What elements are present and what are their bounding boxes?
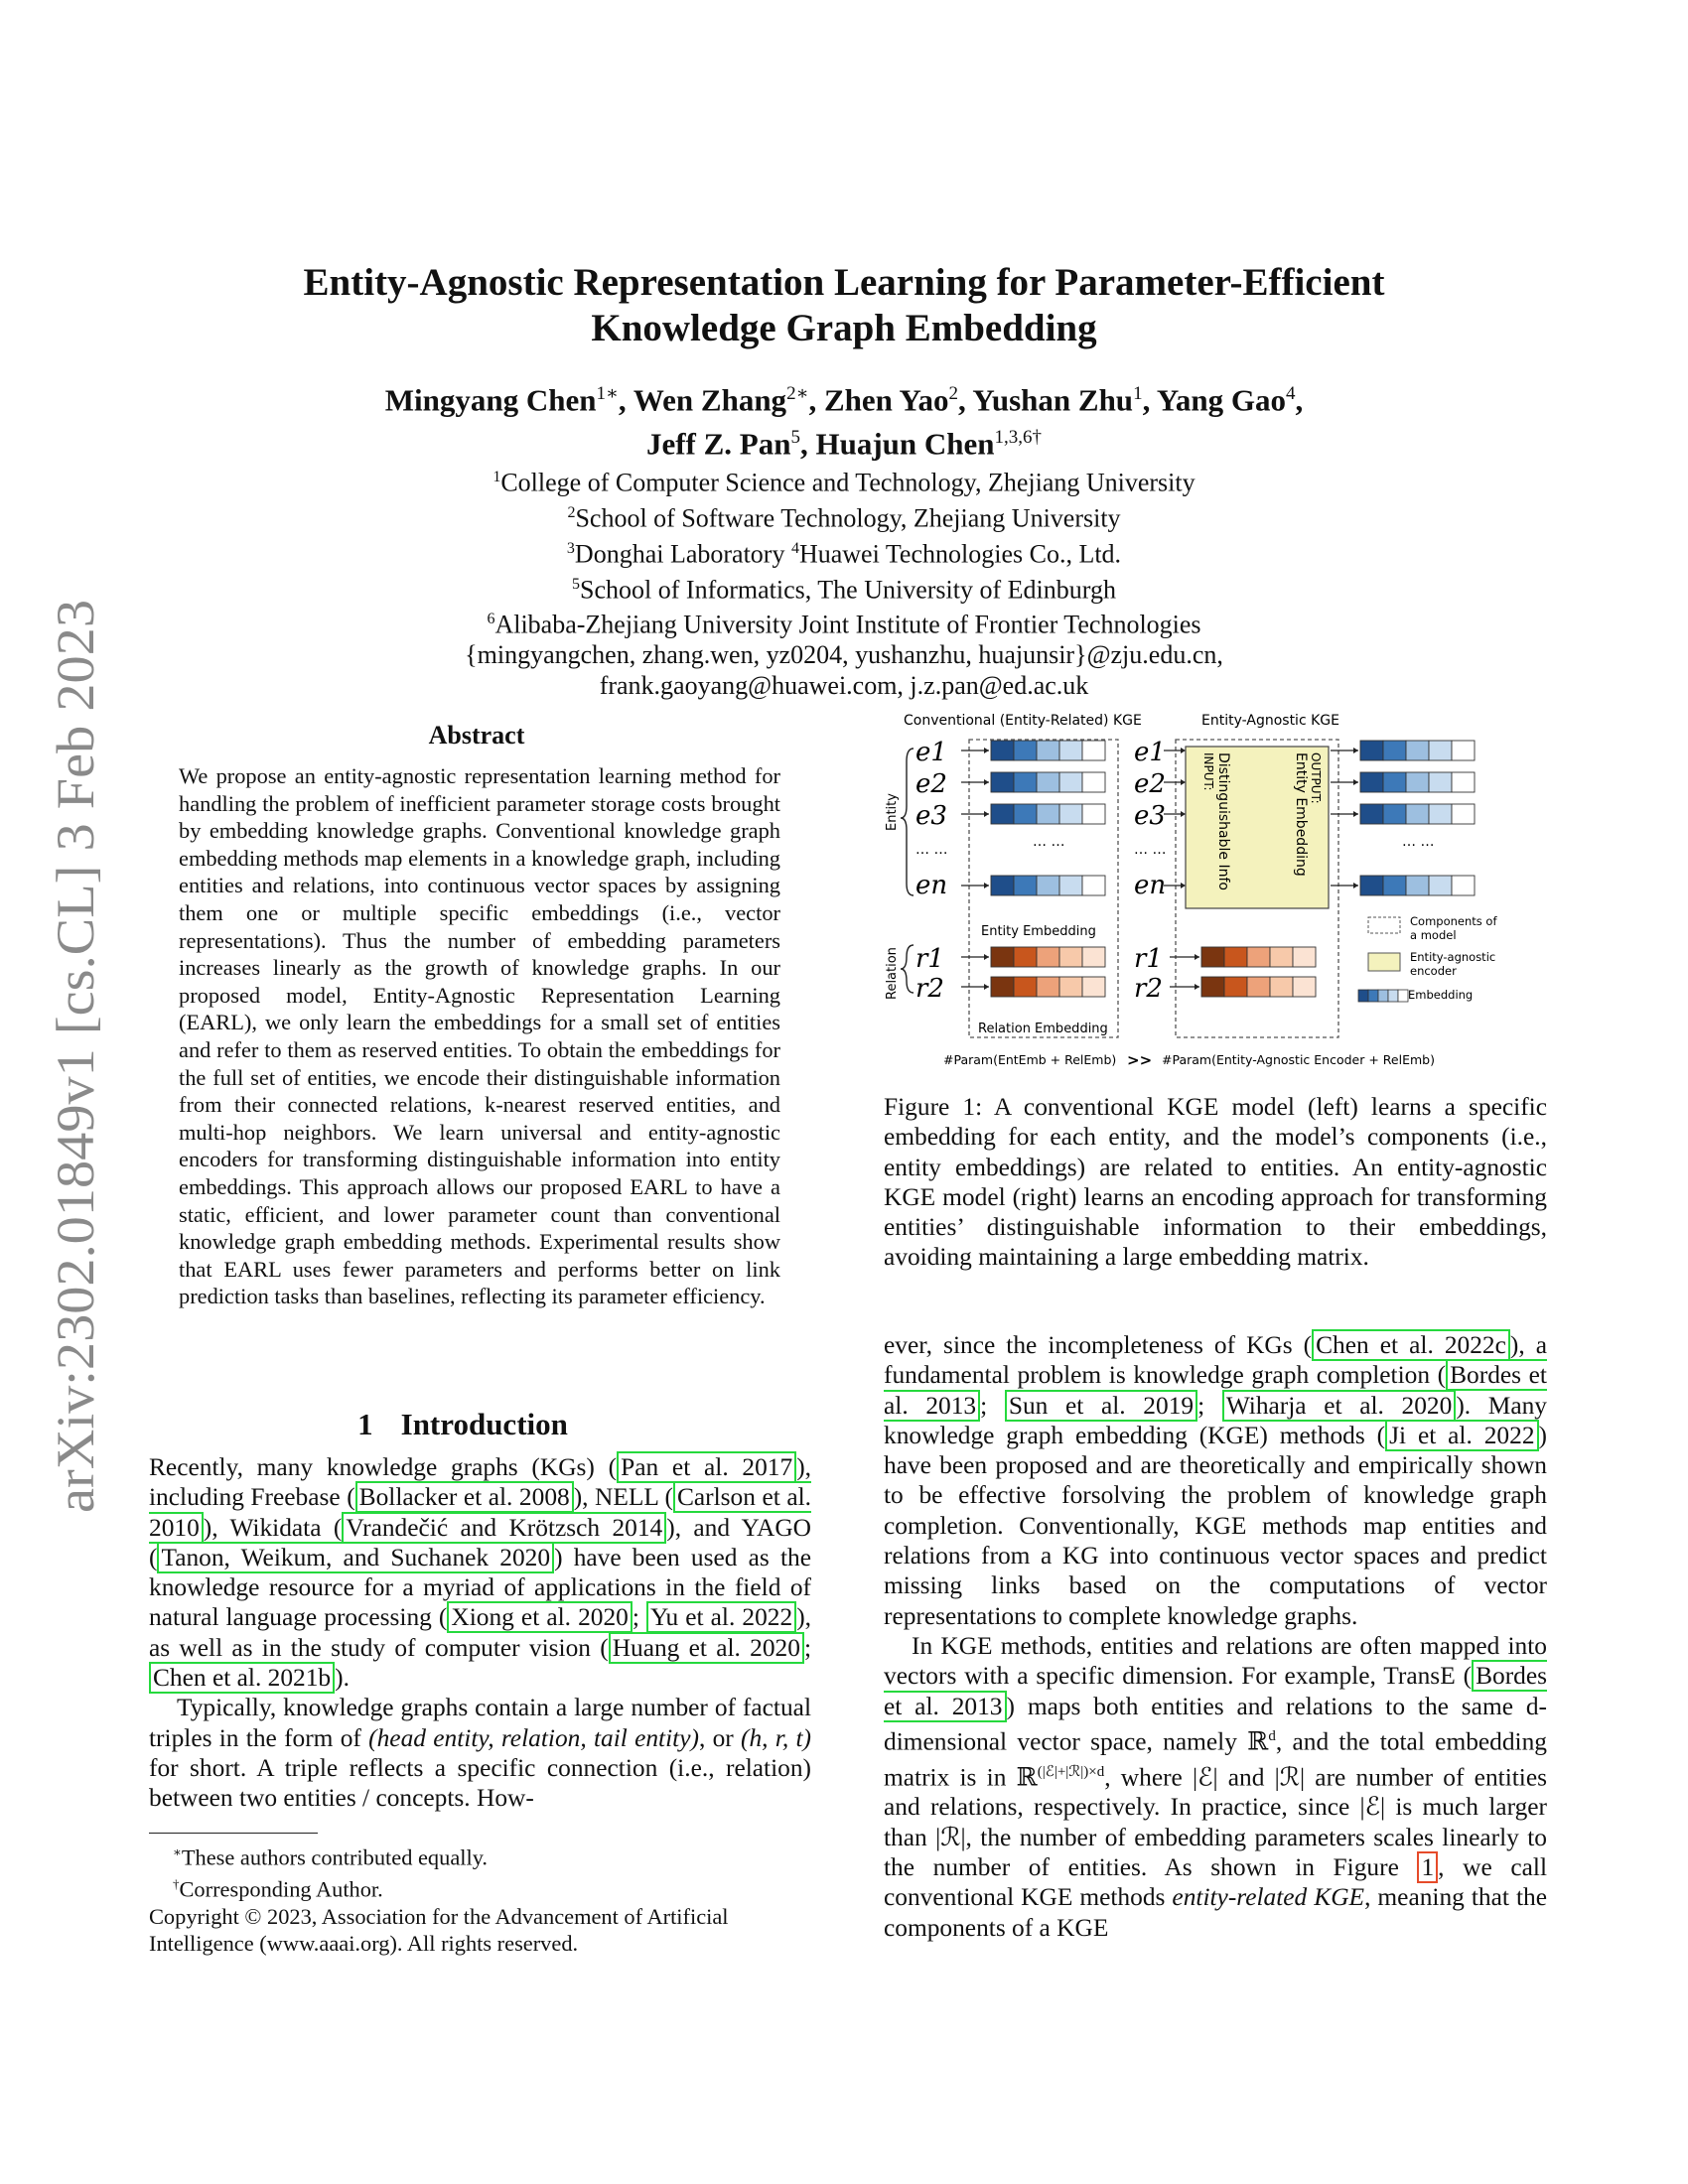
text-run-italic: (h, r, t) bbox=[741, 1723, 811, 1752]
legend-embedding-cell bbox=[1398, 990, 1408, 1002]
section-number: 1 bbox=[357, 1407, 373, 1441]
embedding-cell bbox=[1360, 741, 1383, 760]
text-run: ), NELL ( bbox=[573, 1483, 673, 1512]
embedding-cell bbox=[1059, 741, 1082, 760]
arrow-head bbox=[1195, 984, 1199, 990]
entity-label-en: en bbox=[915, 871, 948, 900]
param-right: #Param(Entity-Agnostic Encoder + RelEmb) bbox=[1162, 1052, 1435, 1067]
embedding-cell bbox=[991, 804, 1014, 824]
text-run: ), including Freebase ( bbox=[149, 1453, 812, 1512]
abstract-body: We propose an entity-agnostic representation learning method for handling the problem of inefficient parameter storage costs brought by embedding knowledge graphs. Conventional knowledge graph embedding methods map elements in a knowledge graph, including entities and relations, into continuous vector spaces by assigning them one or multiple specific embeddings (i.e., vector representations). Thus the number of embedding parameters increases linearly as the growth of knowledge graphs. In our proposed model, Entity-Agnostic Representation Learning (EARL), we only learn the embeddings for a small set of entities and refer to them as reserved entities. To obtain the embeddings for the full set of entities, we encode their distinguishable information from their connected relations, k-nearest reserved entities, and multi-hop neighbors. We learn universal and entity-agnostic encoders for transforming distinguishable information into entity embeddings. This approach allows our proposed EARL to have a static, efficient, and lower parameter count than conventional knowledge graph embedding methods. Experimental results show that EARL uses fewer parameters and performs better on link prediction tasks than baselines, reflecting its parameter efficiency. bbox=[179, 763, 780, 1309]
relation-embedding-row bbox=[1170, 977, 1316, 997]
ellipsis: … … bbox=[1033, 834, 1065, 850]
figure-reference-link[interactable]: 1 bbox=[1417, 1851, 1438, 1883]
arrow-head bbox=[1353, 883, 1358, 888]
footnote bbox=[149, 1839, 824, 1870]
arrow-head bbox=[984, 883, 989, 888]
arrow-head bbox=[1181, 883, 1186, 888]
legend-embedding-swatch bbox=[1358, 990, 1408, 1002]
paragraph bbox=[884, 1330, 1547, 1631]
embedding-cell bbox=[1059, 947, 1082, 967]
citation-link[interactable]: Bollacker et al. 2008 bbox=[355, 1481, 574, 1513]
embedding-cell bbox=[1406, 804, 1429, 824]
embedding-cell bbox=[1452, 741, 1475, 760]
entity-label-e2: e2 bbox=[915, 769, 947, 799]
citation-link[interactable]: Pan et al. 2017 bbox=[617, 1451, 796, 1483]
embedding-cell bbox=[1224, 977, 1247, 997]
entity-label-en: en bbox=[1134, 871, 1167, 900]
affiliation: School of Software Technology, Zhejiang University bbox=[575, 503, 1121, 533]
figure-caption: Figure 1: A conventional KGE model (left) learns a specific embedding for each entity, and the model’s components (i.e., entity embeddings) are related to entities. An entity-agnostic KGE model (right) learns an encoding approach for transforming entities’ distinguishable information to their embeddings, avoiding maintaining a large embedding matrix. bbox=[884, 1093, 1547, 1272]
section-heading-introduction bbox=[149, 1407, 804, 1442]
embedding-cell bbox=[1059, 977, 1082, 997]
embedding-cell bbox=[1082, 876, 1105, 895]
embedding-cell bbox=[1082, 804, 1105, 824]
text-run: , meaning that the components of a KGE bbox=[884, 1883, 1547, 1942]
entity-axis-label: Entity bbox=[885, 793, 900, 831]
relation-label-r1: r1 bbox=[915, 944, 944, 974]
text-run: ; bbox=[1197, 1391, 1222, 1420]
embedding-cell bbox=[1014, 772, 1037, 792]
title-line-2: Knowledge Graph Embedding bbox=[591, 307, 1097, 349]
affiliation: College of Computer Science and Technology, Zhejiang University bbox=[500, 468, 1196, 497]
encoder-input-text: Distinguishable Info bbox=[1215, 752, 1231, 890]
text-run: ) have been used as the knowledge resource for a myriad of applications in the field of natural language processing ( bbox=[149, 1543, 811, 1632]
encoder-output-text: Entity Embedding bbox=[1293, 752, 1309, 877]
embedding-cell bbox=[1082, 772, 1105, 792]
entity-embedding-row bbox=[1331, 804, 1475, 824]
author-name: Yang Gao bbox=[1156, 382, 1286, 418]
embedding-cell bbox=[1014, 804, 1037, 824]
text-run: ; bbox=[632, 1603, 646, 1632]
embedding-cell bbox=[1037, 977, 1059, 997]
arrow-head bbox=[1195, 954, 1199, 960]
relation-brace bbox=[901, 945, 914, 993]
entity-label-e1: e1 bbox=[915, 738, 947, 767]
citation-link[interactable]: Huang et al. 2020 bbox=[609, 1632, 804, 1664]
embedding-cell bbox=[1406, 741, 1429, 760]
text-run: ). bbox=[335, 1664, 350, 1693]
citation-link[interactable]: Bordes et al. 2013 bbox=[884, 1361, 1547, 1420]
citation-link[interactable]: Yu et al. 2022 bbox=[646, 1601, 796, 1633]
embedding-cell bbox=[1452, 876, 1475, 895]
legend-embedding-cell bbox=[1368, 990, 1378, 1002]
embedding-cell bbox=[1014, 947, 1037, 967]
entity-embedding-row bbox=[961, 804, 1105, 824]
citation-link[interactable]: Vrandečić and Krötzsch 2014 bbox=[342, 1512, 666, 1544]
footnote-rule bbox=[149, 1833, 318, 1834]
author-name: Mingyang Chen bbox=[384, 382, 597, 418]
embedding-cell bbox=[1270, 977, 1293, 997]
affil-sup: 6 bbox=[487, 611, 495, 628]
figure-1 bbox=[874, 707, 1529, 1074]
relation-label-r2: r2 bbox=[1134, 974, 1163, 1004]
affiliation: Alibaba-Zhejiang University Joint Institute of Frontier Technologies bbox=[494, 611, 1201, 640]
author-name: Zhen Yao bbox=[823, 382, 949, 418]
affil-sup: 5 bbox=[572, 575, 581, 593]
citation-link[interactable]: Tanon, Weikum, and Suchanek 2020 bbox=[157, 1542, 554, 1573]
text-run: ; bbox=[803, 1633, 811, 1662]
citation-link[interactable]: Chen et al. 2022c bbox=[1312, 1329, 1510, 1361]
encoder-output-label: OUTPUT: bbox=[1309, 752, 1323, 804]
section-title: Introduction bbox=[400, 1407, 568, 1441]
paper-title bbox=[149, 260, 1539, 351]
text-run: ), Wikidata ( bbox=[203, 1513, 343, 1542]
citation-link[interactable]: Bordes et al. 2013 bbox=[884, 1662, 1547, 1720]
embedding-cell bbox=[1037, 772, 1059, 792]
ellipsis: … … bbox=[1402, 834, 1435, 850]
relation-embedding-row bbox=[961, 947, 1105, 967]
embedding-cell bbox=[1059, 876, 1082, 895]
relation-label-r1: r1 bbox=[1134, 944, 1163, 974]
entity-embedding-row bbox=[961, 741, 1105, 760]
embedding-cell bbox=[1059, 804, 1082, 824]
math-sup: d bbox=[1268, 1727, 1276, 1744]
embedding-cell bbox=[1201, 977, 1224, 997]
text-run: ). Many knowledge graph embedding (KGE) methods ( bbox=[884, 1391, 1548, 1449]
author-sup: 4 bbox=[1285, 383, 1296, 404]
text-run: , or bbox=[698, 1723, 742, 1752]
author-list: Mingyang Chen$^{1∗}$, Wen Zhang$^{2∗}$, Zhen Yao$^2$, Yushan Zhu$^1$, Yang Gao$^4$, Jeff Z. Pan$^5$, Huajun Chen$^{1,3,6\dagger}$ bbox=[384, 382, 1304, 462]
embedding-cell bbox=[1429, 741, 1452, 760]
author-sup: 1 bbox=[1133, 383, 1143, 404]
arrow-head bbox=[984, 748, 989, 753]
footnote-mark: † bbox=[173, 1876, 180, 1892]
embedding-cell bbox=[1037, 741, 1059, 760]
text-run: In KGE methods, entities and relations are often mapped into vectors with a specific dimension. For example, TransE ( bbox=[884, 1631, 1547, 1691]
arrow-head bbox=[984, 811, 989, 817]
footnote-text: These authors contributed equally. bbox=[181, 1844, 489, 1870]
embedding-cell bbox=[1037, 876, 1059, 895]
legend-embedding-cell bbox=[1358, 990, 1368, 1002]
embedding-cell bbox=[991, 741, 1014, 760]
arrow-head bbox=[984, 779, 989, 785]
entity-embedding-row bbox=[1331, 876, 1475, 895]
text-run: ever, since the incompleteness of KGs ( bbox=[884, 1331, 1313, 1359]
citation-link[interactable]: Sun et al. 2019 bbox=[1005, 1390, 1197, 1422]
relation-axis-label: Relation bbox=[885, 947, 900, 1000]
embedding-cell bbox=[1247, 977, 1270, 997]
email-line: frank.gaoyang@huawei.com, j.z.pan@ed.ac.uk bbox=[599, 670, 1089, 700]
legend-components-swatch bbox=[1368, 917, 1400, 933]
arxiv-stamp bbox=[18, 596, 117, 1529]
author-sup: 1∗ bbox=[596, 383, 619, 404]
text-run: for short. A triple reflects a specific connection (i.e., relation) between two entities / concepts. How- bbox=[149, 1753, 811, 1813]
relation-embedding-row bbox=[961, 977, 1105, 997]
arrow-head bbox=[1181, 811, 1186, 817]
author-name: Yushan Zhu bbox=[972, 382, 1134, 418]
embedding-cell bbox=[991, 947, 1014, 967]
affiliation: Donghai Laboratory bbox=[574, 539, 791, 569]
text-run: Recently, many knowledge graphs (KGs) ( bbox=[149, 1453, 618, 1481]
email-line: {mingyangchen, zhang.wen, yz0204, yushanzhu, huajunsir}@zju.edu.cn, bbox=[465, 640, 1223, 670]
text-run-italic: (head entity, relation, tail entity) bbox=[368, 1723, 699, 1752]
entity-label-e2: e2 bbox=[1134, 769, 1166, 799]
footnotes bbox=[149, 1839, 824, 1957]
param-left: #Param(EntEmb + RelEmb) bbox=[943, 1052, 1117, 1067]
arrow-head bbox=[1353, 779, 1358, 785]
embedding-cell bbox=[1201, 947, 1224, 967]
arrow-head bbox=[1353, 748, 1358, 753]
author-name: Wen Zhang bbox=[633, 382, 787, 418]
relation-label-r2: r2 bbox=[915, 974, 944, 1004]
figure-title-right: Entity-Agnostic KGE bbox=[1201, 713, 1339, 729]
arrow-head bbox=[984, 954, 989, 960]
embedding-cell bbox=[1383, 772, 1406, 792]
text-run: ) have been proposed and are theoretically and empirically shown to be effective forsolving the problem of knowledge graph completion. Conventionally, KGE methods map entities and relations from a KG into continuous vector spaces and predict missing links based on the computations of vector representations to complete knowledge graphs. bbox=[884, 1421, 1547, 1630]
affil-sup: 1 bbox=[492, 469, 501, 485]
embedding-cell bbox=[1247, 947, 1270, 967]
abstract-heading: Abstract bbox=[428, 721, 525, 750]
author-sup: 2∗ bbox=[786, 383, 809, 404]
legend-label: Entity-agnostic bbox=[1410, 950, 1496, 964]
affil-sup: 4 bbox=[790, 539, 799, 557]
legend-embedding-cell bbox=[1388, 990, 1398, 1002]
embedding-cell bbox=[1383, 876, 1406, 895]
legend-label: Embedding bbox=[1408, 988, 1474, 1002]
text-run-italic: entity-related KGE bbox=[1172, 1883, 1365, 1912]
embedding-cell bbox=[1082, 947, 1105, 967]
legend-embedding-cell bbox=[1378, 990, 1388, 1002]
embedding-cell bbox=[1429, 876, 1452, 895]
embedding-cell bbox=[1406, 772, 1429, 792]
legend-encoder-swatch bbox=[1368, 953, 1400, 971]
figure-title-left: Conventional (Entity-Related) KGE bbox=[904, 713, 1142, 729]
arrow-head bbox=[1181, 748, 1186, 753]
footnote-text: Corresponding Author. bbox=[179, 1876, 383, 1902]
text-run: ) maps both entities and relations to the same d-dimensional vector space, namely ℝ bbox=[884, 1692, 1547, 1756]
param-comparison: >> bbox=[1127, 1051, 1153, 1069]
embedding-cell bbox=[1429, 772, 1452, 792]
relation-embedding-label: Relation Embedding bbox=[978, 1022, 1108, 1036]
right-column-body bbox=[884, 1330, 1547, 1943]
embedding-cell bbox=[1360, 772, 1383, 792]
paragraph bbox=[884, 1631, 1547, 1943]
embedding-cell bbox=[1383, 741, 1406, 760]
embedding-cell bbox=[1452, 804, 1475, 824]
arrow-head bbox=[984, 984, 989, 990]
entity-embedding-label: Entity Embedding bbox=[981, 924, 1096, 939]
paragraph bbox=[149, 1452, 811, 1693]
affiliation: School of Informatics, The University of Edinburgh bbox=[580, 575, 1116, 605]
embedding-cell bbox=[1383, 804, 1406, 824]
entity-embedding-row bbox=[961, 772, 1105, 792]
embedding-cell bbox=[1014, 876, 1037, 895]
citation-link[interactable]: Xiong et al. 2020 bbox=[447, 1601, 632, 1633]
embedding-cell bbox=[1224, 947, 1247, 967]
citation-link[interactable]: Chen et al. 2021b bbox=[149, 1662, 335, 1694]
author-name: Jeff Z. Pan bbox=[645, 426, 791, 462]
author-sup: 1,3,6† bbox=[994, 427, 1043, 449]
entity-label-e3: e3 bbox=[915, 801, 947, 831]
author-sup: 5 bbox=[790, 427, 800, 449]
embedding-cell bbox=[1360, 876, 1383, 895]
entity-label-e3: e3 bbox=[1134, 801, 1166, 831]
title-line-1: Entity-Agnostic Representation Learning for Parameter-Efficient bbox=[303, 261, 1385, 304]
entity-embedding-row bbox=[1331, 741, 1475, 760]
footnote bbox=[149, 1870, 824, 1902]
embedding-cell bbox=[1360, 804, 1383, 824]
embedding-cell bbox=[991, 977, 1014, 997]
introduction-body bbox=[149, 1452, 811, 1814]
paragraph bbox=[149, 1693, 811, 1813]
citation-link[interactable]: Ji et al. 2022 bbox=[1385, 1420, 1538, 1451]
embedding-cell bbox=[1014, 977, 1037, 997]
embedding-cell bbox=[1270, 947, 1293, 967]
encoder-input-label: INPUT: bbox=[1201, 752, 1215, 791]
embedding-cell bbox=[1014, 741, 1037, 760]
embedding-cell bbox=[1452, 772, 1475, 792]
text-run: ), a fundamental problem is knowledge graph completion ( bbox=[884, 1331, 1547, 1390]
legend-label: Components of bbox=[1410, 914, 1497, 928]
affil-sup: 2 bbox=[567, 503, 576, 521]
ellipsis: … … bbox=[915, 842, 948, 858]
legend-label: encoder bbox=[1410, 964, 1457, 978]
text-run: , and the total embedding matrix is in ℝ bbox=[884, 1727, 1547, 1792]
text-run: , where |ℰ| and |ℛ| are number of entities and relations, respectively. In practice, since |ℰ| is much larger than |ℛ|, the number of embedding parameters scales linearly to the number of entities. As shown in Figure bbox=[884, 1763, 1548, 1881]
citation-link[interactable]: Carlson et al. 2010 bbox=[149, 1483, 811, 1542]
legend-label: a model bbox=[1410, 928, 1457, 942]
embedding-cell bbox=[1429, 804, 1452, 824]
embedding-cell bbox=[1037, 804, 1059, 824]
embedding-cell bbox=[1082, 741, 1105, 760]
embedding-cell bbox=[991, 772, 1014, 792]
embedding-cell bbox=[1037, 947, 1059, 967]
entity-embedding-row bbox=[1331, 772, 1475, 792]
entity-brace bbox=[901, 749, 914, 895]
relation-embedding-row bbox=[1170, 947, 1316, 967]
arrow-head bbox=[1353, 811, 1358, 817]
affil-sup: 3 bbox=[566, 539, 575, 557]
ellipsis: … … bbox=[1134, 842, 1167, 858]
text-run: ), and YAGO ( bbox=[149, 1513, 811, 1571]
text-run: , we call conventional KGE methods bbox=[884, 1852, 1547, 1912]
text-run: ; bbox=[980, 1391, 1005, 1420]
affiliation: Huawei Technologies Co., Ltd. bbox=[798, 539, 1122, 569]
citation-link[interactable]: Wiharja et al. 2020 bbox=[1222, 1390, 1457, 1422]
embedding-cell bbox=[991, 876, 1014, 895]
copyright-notice: Copyright © 2023, Association for the Advancement of Artificial Intelligence (www.aaai.org). All rights reserved. bbox=[149, 1903, 729, 1956]
embedding-cell bbox=[1406, 876, 1429, 895]
embedding-cell bbox=[1293, 947, 1316, 967]
affiliations bbox=[199, 463, 1489, 701]
text-run: ), as well as in the study of computer vision ( bbox=[149, 1603, 811, 1662]
entity-label-e1: e1 bbox=[1134, 738, 1166, 767]
arrow-head bbox=[1181, 779, 1186, 785]
footnote-mark: ∗ bbox=[173, 1844, 182, 1859]
embedding-cell bbox=[1293, 977, 1316, 997]
entity-embedding-row bbox=[961, 876, 1105, 895]
text-run: Typically, knowledge graphs contain a large number of factual triples in the form of bbox=[149, 1694, 811, 1752]
embedding-cell bbox=[1082, 977, 1105, 997]
author-sup: 2 bbox=[948, 383, 958, 404]
author-name: Huajun Chen bbox=[815, 426, 995, 462]
math-sup: (|ℰ|+|ℛ|)×d bbox=[1037, 1763, 1105, 1780]
arxiv-stamp-text: arXiv:2302.01849v1 [cs.CL] 3 Feb 2023 bbox=[46, 637, 105, 1513]
embedding-cell bbox=[1059, 772, 1082, 792]
